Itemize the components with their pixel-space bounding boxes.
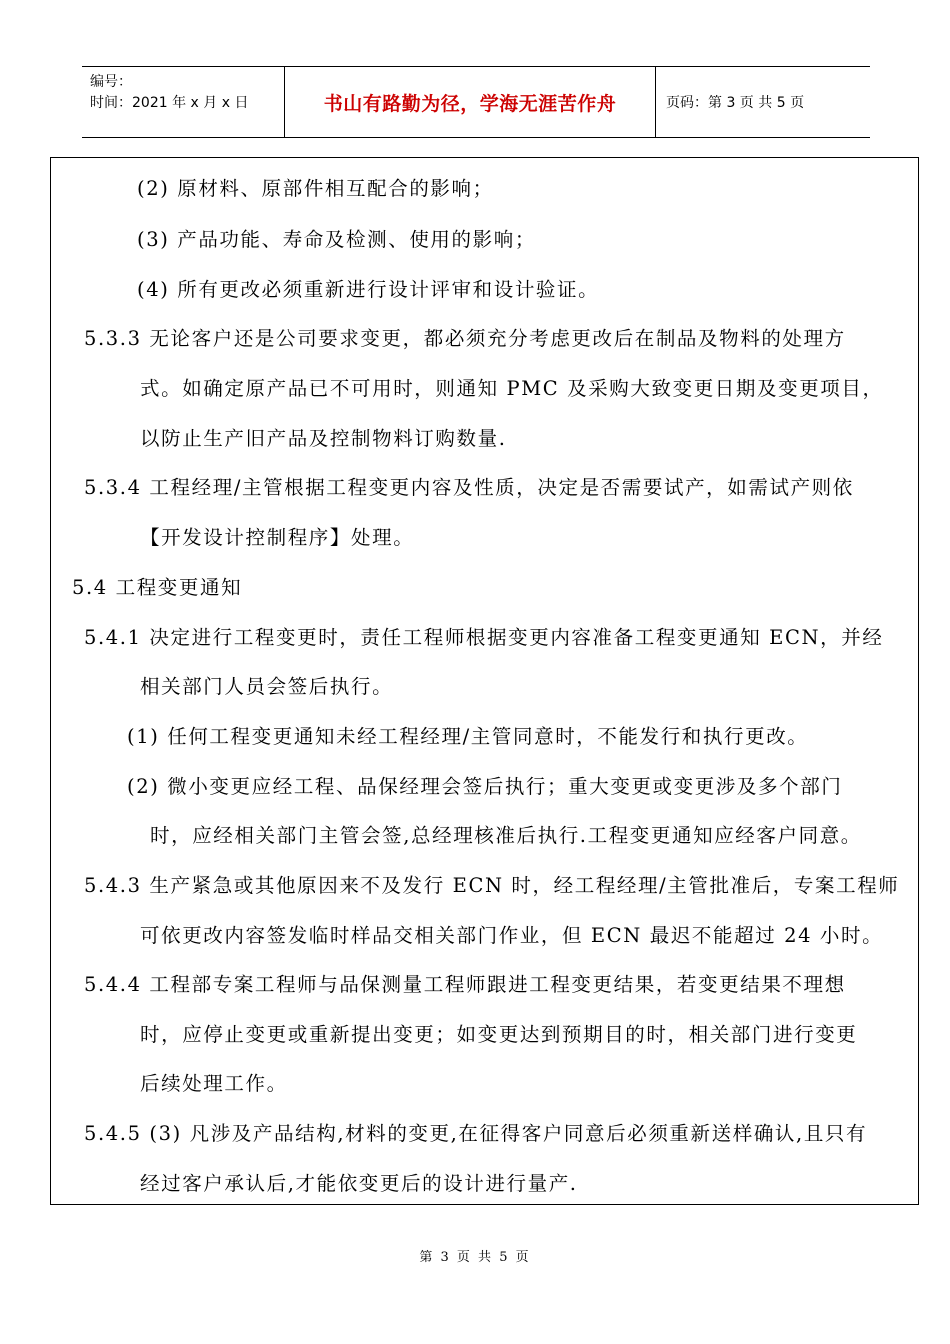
header-meta	[82, 67, 284, 137]
text-line: 【开发设计控制程序】处理。	[140, 526, 415, 549]
document-header	[82, 66, 870, 138]
text-line: 经过客户承认后,才能依变更后的设计进行量产.	[140, 1172, 578, 1195]
section-heading: 5.4 工程变更通知	[72, 576, 243, 599]
text-line: 5.3.4 工程经理/主管根据工程变更内容及性质，决定是否需要试产，如需试产则依	[84, 476, 854, 499]
document-number-label: 编号：	[90, 74, 132, 90]
page-footer: 第 3 页 共 5 页	[419, 1250, 531, 1265]
text-line: 5.3.3 无论客户还是公司要求变更，都必须充分考虑更改后在制品及物料的处理方	[84, 327, 846, 350]
text-line: 5.4.3 生产紧急或其他原因来不及发行 ECN 时，经工程经理/主管批准后，专案工程师	[84, 874, 900, 897]
text-line: (4) 所有更改必须重新进行设计评审和设计验证。	[137, 278, 600, 301]
text-line: (2) 原材料、原部件相互配合的影响；	[137, 177, 494, 200]
text-line: 5.4.1 决定进行工程变更时，责任工程师根据变更内容准备工程变更通知 ECN，并经	[84, 626, 884, 649]
header-page-number: 页码：第 3 页 共 5 页	[666, 95, 805, 111]
text-line: 5.4.4 工程部专案工程师与品保测量工程师跟进工程变更结果，若变更结果不理想	[84, 973, 846, 996]
text-line: 相关部门人员会签后执行。	[140, 675, 394, 698]
header-motto: 书山有路勤为径，学海无涯苦作舟	[284, 67, 656, 137]
text-line: 后续处理工作。	[140, 1072, 288, 1095]
text-line: 以防止生产旧产品及控制物料订购数量.	[140, 427, 507, 450]
text-line: 5.4.5 (3) 凡涉及产品结构,材料的变更,在征得客户同意后必须重新送样确认,且只有	[84, 1122, 868, 1145]
text-line: (2) 微小变更应经工程、品保经理会签后执行；重大变更或变更涉及多个部门	[127, 775, 843, 798]
text-line: 时，应经相关部门主管会签,总经理核准后执行.工程变更通知应经客户同意。	[150, 824, 862, 847]
text-line: (1) 任何工程变更通知未经工程经理/主管同意时，不能发行和执行更改。	[127, 725, 809, 748]
text-line: 可依更改内容签发临时样品交相关部门作业，但 ECN 最迟不能超过 24 小时。	[140, 924, 884, 947]
text-line: (3) 产品功能、寿命及检测、使用的影响；	[137, 228, 536, 251]
document-date-label: 时间：2021 年 x 月 x 日	[90, 95, 249, 111]
text-line: 时，应停止变更或重新提出变更；如变更达到预期目的时，相关部门进行变更	[140, 1023, 858, 1046]
text-line: 式。如确定原产品已不可用时，则通知 PMC 及采购大致变更日期及变更项目，	[140, 377, 884, 400]
